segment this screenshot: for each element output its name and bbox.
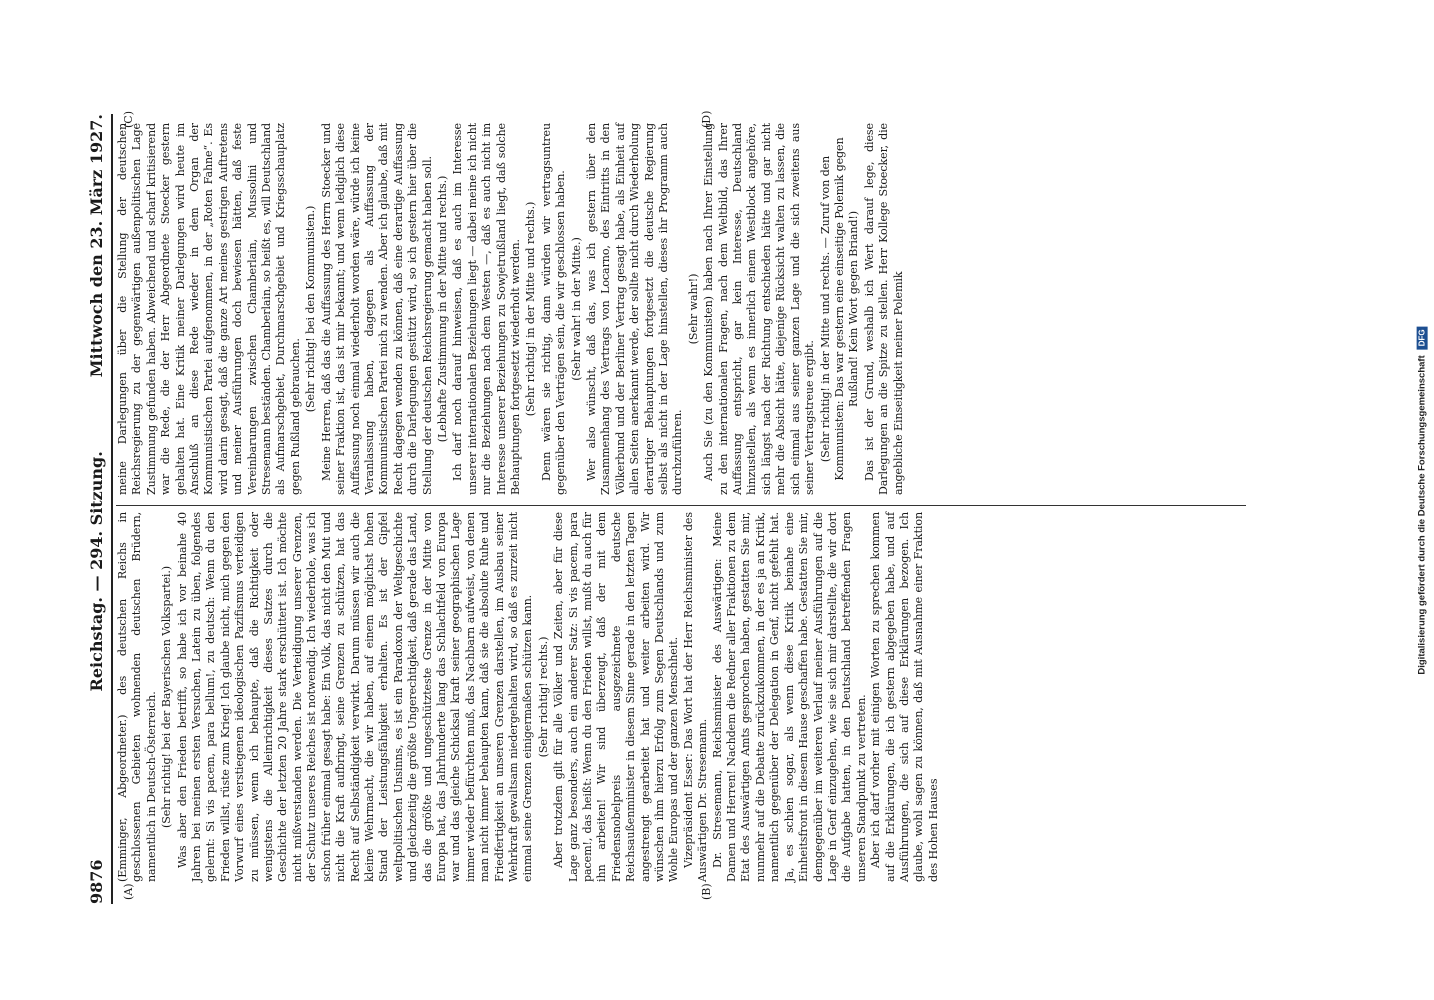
interjection: (Sehr richtig! in der Mitte und rechts.) <box>524 201 538 417</box>
paragraph: Aber trotzdem gilt für alle Völker und Zeiten, aber für diese Lage ganz besonders, auch ein anderer Satz: Si vis pacem, para pacem!, das heißt: Wenn du den Frieden willst, mußt du auch für ihn arbeiten! Wir sind überzeugt, daß der mit dem Friedensnobelpreis ausgezeichnete deutsche Reichsaußenminister in diesem Sinne gerade in den letzten Tagen angestrengt gearbeitet hat und weiter arbeiten wird. Wir wünschen ihm hierzu Erfolg zum Segen Deutschlands und zum Wohle Europas und der ganzen Menschheit. <box>552 512 681 882</box>
interjection: (Sehr richtig! bei der Bayerischen Volkspartei.) <box>160 565 174 829</box>
session-title: Reichstag. — 294. Sitzung. <box>86 451 106 692</box>
interjection: (Sehr richtig! in der Mitte und rechts. — Zuruf von den Kommunisten: Das war gestern eine einseitige Polemik gegen Rußland! Kein Wort gegen Briand!) <box>818 137 861 481</box>
paragraph: Wer also wünscht, daß das, was ich gestern über den Zusammenhang des Vertrags von Locarno, des Eintritts in den Völkerbund und der Berliner Vertrag gesagt habe, als Einheit auf allen Seiten anerkannt werde, der sollte nicht durch Wiederholung derartiger Behauptungen fortgesetzt die deutsche Regierung selbst als nicht in der Lage hinstellen, dieses ihr Programm auch durchzuführen. <box>585 123 685 495</box>
paragraph: meine Darlegungen über die Stellung der deutschen Reichsregierung zu der gegenwärtigen außenpolitischen Lage Zustimmung gefunden haben. Abweichend und scharf kritisierend war die Rede, die der Herr Abgeordnete Stoecker gestern gehalten hat. Eine Kritik meiner Darlegungen wird heute im Anschluß an diese Rede wieder in dem Organ der Kommunistischen Partei aufgenommen, in der „Roten Fahne“. Es wird darin gesagt, daß die ganze Art meines gestrigen Auftretens und meiner Ausführungen doch bewiesen hätten, daß feste Vereinbarungen zwischen Chamberlain, Mussolini und Stresemann beständen. Chamberlain, so heißt es, will Deutschland als Aufmarschgebiet, Durchmarschgebiet und Kriegsschauplatz gegen Rußland gebrauchen. <box>116 123 302 495</box>
interjection: (Sehr wahr! in der Mitte.) <box>569 237 583 381</box>
paragraph: Aber ich darf vorher mit einigen Worten zu sprechen kommen auf die Erklärungen, die ich gestern abgegeben habe, und auf Ausführungen, die sich auf diese Erklärungen bezogen. Ich glaube, wohl sagen zu können, daß mit Ausnahme einer Fraktion des Hohen Hauses <box>869 512 940 882</box>
interjection: (Sehr wahr!) <box>686 273 700 345</box>
paragraph: (Emminger, Abgeordneter.) des deutschen Reichs in geschlossenen Gebieten wohnenden deutschen Brüdern, namentlich in Deutsch-Österreich. <box>116 512 158 882</box>
page-number: 9876 <box>86 859 106 904</box>
credit-text: Digitalisierung gefördert durch die Deutsche Forschungsgemeinschaft <box>1416 354 1428 675</box>
interjection: (Sehr richtig! rechts.) <box>536 636 550 758</box>
interjection: (Lebhafte Zustimmung in der Mitte und rechts.) <box>435 175 449 443</box>
session-date: Mittwoch den 23. März 1927. <box>86 114 106 378</box>
column-divider <box>116 505 1246 506</box>
digitization-credit <box>1410 0 1434 1000</box>
margin-marker-d: (D) <box>700 110 713 128</box>
paragraph: Das ist der Grund, weshalb ich Wert darauf lege, diese Darlegungen an die Spitze zu stellen. Herr Kollege Stoecker, die angebliche Einseitigkeit meiner Polemik <box>862 123 905 495</box>
paragraph: Denn wären sie richtig, dann würden wir vertragsuntreu gegenüber den Verträgen sein, die wir geschlossen haben. <box>539 123 568 495</box>
margin-marker-a: (A) <box>122 883 135 900</box>
paragraph: Meine Herren, daß das die Auffassung des Herrn Stoecker und seiner Fraktion ist, das ist mir bekannt; und wenn lediglich diese Auffassung noch einmal wiederholt worden wäre, würde ich keine Veranlassung haben, dagegen als Auffassung der Kommunistischen Partei mich zu wenden. Aber ich glaube, daß mit Recht dagegen wenden zu können, daß eine derartige Auffassung durch die Darlegungen gestützt wird, so ich gestern hier über die Stellung der deutschen Reichsregierung gemacht haben soll. <box>319 123 434 495</box>
margin-marker-c: (C) <box>122 111 135 128</box>
paragraph: Auch Sie (zu den Kommunisten) haben nach Ihrer Einstellung zu den internationalen Fragen, nach dem Weltbild, das Ihrer Auffassung entspricht, gar kein Interesse, Deutschland hinzustellen, als wenn es innerlich einem Westblock angehöre, sich längst nach der Richtung entschieden hätte und gar nicht mehr die Absicht hätte, diejenige Rücksicht walten zu lassen, die sich einmal aus seiner ganzen Lage und die sich zweitens aus seiner Vertragstreue ergibt. <box>702 123 817 495</box>
right-text-column <box>116 123 906 495</box>
dfg-logo: DFG <box>1417 326 1428 349</box>
paragraph: Ich darf noch darauf hinweisen, daß es auch im Interesse unserer internationalen Beziehungen liegt — dabei meine ich nicht nur die Beziehungen nach dem Westen —, daß es auch nicht im Interesse unserer Beziehungen zu Sowjetrußland liegt, daß solche Behauptungen fortgesetzt wiederholt werden. <box>451 123 522 495</box>
interjection: (Sehr richtig! bei den Kommunisten.) <box>304 205 318 413</box>
header-rule <box>111 114 113 904</box>
paragraph: Dr. Stresemann, Reichsminister des Auswärtigen: Meine Damen und Herren! Nachdem die Redner aller Fraktionen zu dem Etat des Auswärtigen Amts gesprochen haben, gestatten Sie mir, nunmehr auf die Debatte zurückzukommen, in der es ja an Kritik, namentlich gegenüber der Delegation in Genf, nicht gefehlt hat. Ja, es schien sogar, als wenn diese Kritik beinahe eine Einheitsfront in diesem Hause geschaffen habe. Gestatten Sie mir, demgegenüber im weiteren Verlauf meiner Ausführungen auf die Lage in Genf einzugehen, wie sie sich mir darstellte, die wir dort die Aufgabe hatten, in den Deutschland betreffenden Fragen unseren Standpunkt zu vertreten. <box>710 512 868 882</box>
paragraph: Vizepräsident Esser: Das Wort hat der Herr Reichsminister des Auswärtigen Dr. Stresemann. <box>681 512 710 882</box>
margin-marker-b: (B) <box>700 883 713 900</box>
paragraph: Was aber den Frieden betrifft, so habe ich vor beinahe 40 Jahren bei meinen ersten Versuchen, Latein zu üben, folgendes gelernt: Si vis pacem, para bellum!, zu deutsch: Wenn du den Frieden willst, rüste zum Krieg! Ich glaube nicht, mich gegen den Vorwurf eines verstiegenen ideologischen Pazifismus verteidigen zu müssen, wenn ich behaupte, daß die Richtigkeit oder wenigstens die Alleinrichtigkeit dieses Satzes durch die Geschichte der letzten 20 Jahre stark erschüttert ist. Ich möchte nicht mißverstanden werden. Die Verteidigung unserer Grenzen, der Schutz unseres Reiches ist notwendig. Ich wiederhole, was ich schon früher einmal gesagt habe: Ein Volk, das nicht den Mut und nicht die Kraft aufbringt, seine Grenzen zu schützen, hat das Recht auf Selbständigkeit verwirkt. Darum müssen wir auch die kleine Wehrmacht, die wir haben, auf einem möglichst hohen Stand der Leistungsfähigkeit erhalten. Es ist der Gipfel weltpolitischen Unsinns, es ist ein Paradoxon der Weltgeschichte und gleichzeitig die größte Ungerechtigkeit, daß gerade das Land, das die größte und ungeschützteste Grenze in der Mitte von Europa hat, das Jahrhunderte lang das Schlachtfeld von Europa war und das gleiche Schicksal kraft seiner geographischen Lage immer wieder befürchten muß, das Nachbarn aufweist, von denen man nicht immer behaupten kann, daß sie die absolute Ruhe und Friedfertigkeit an unseren Grenzen darstellen, im Ausbau seiner Wehrkraft gewaltsam niedergehalten wird, so daß es zurzeit nicht einmal seine Grenzen einigermaßen schützen kann. <box>175 512 535 882</box>
page-header <box>84 114 108 904</box>
left-text-column <box>116 512 941 882</box>
